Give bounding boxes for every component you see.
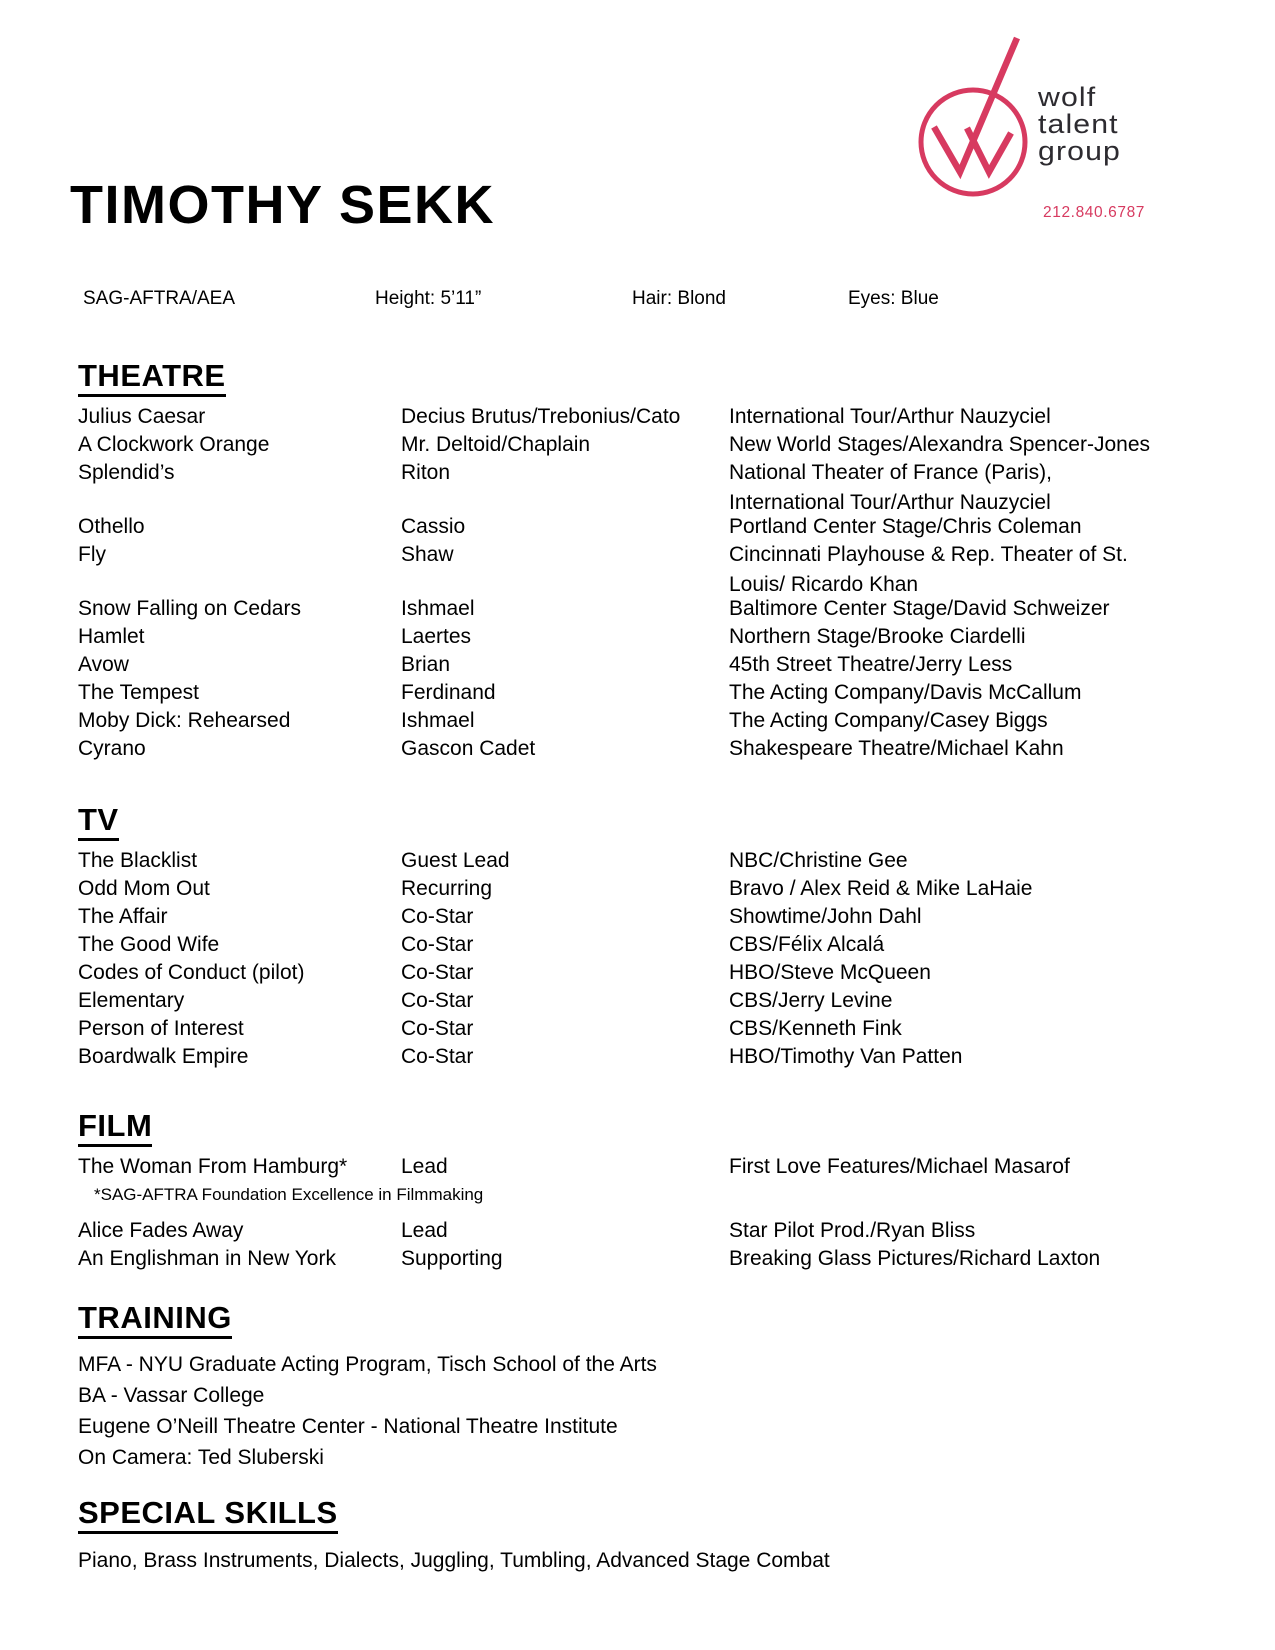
credit-title: Avow: [78, 653, 129, 676]
section-heading-film: FILM: [78, 1108, 152, 1147]
credit-venue: National Theater of France (Paris),: [729, 461, 1052, 484]
credit-row: [78, 403, 1245, 431]
credit-role: Ishmael: [401, 709, 475, 732]
training-list: [78, 1349, 1245, 1473]
training-line: On Camera: Ted Sluberski: [78, 1446, 324, 1469]
credit-venue: The Acting Company/Davis McCallum: [729, 681, 1082, 704]
credit-title: A Clockwork Orange: [78, 433, 270, 456]
credit-title: The Blacklist: [78, 849, 198, 872]
credit-row: [78, 651, 1245, 679]
agency-name-line: wolf: [1038, 82, 1097, 112]
stat-height: Height: 5’11”: [375, 288, 482, 309]
credit-role: Gascon Cadet: [401, 737, 536, 760]
training-line: Eugene O’Neill Theatre Center - National Theatre Institute: [78, 1415, 618, 1438]
section-heading-special-skills: SPECIAL SKILLS: [78, 1495, 338, 1534]
credit-role: Co-Star: [401, 905, 474, 928]
credit-row: [78, 959, 1245, 987]
credit-role: Co-Star: [401, 1045, 474, 1068]
credit-title: Splendid’s: [78, 461, 175, 484]
actor-name: TIMOTHY SEKK: [70, 175, 496, 235]
section-heading-tv: TV: [78, 802, 119, 841]
credit-row: [78, 459, 1245, 487]
agency-phone: 212.840.6787: [1043, 204, 1146, 221]
training-line: MFA - NYU Graduate Acting Program, Tisch School of the Arts: [78, 1353, 657, 1376]
credit-role: Shaw: [401, 543, 454, 566]
credit-venue: CBS/Kenneth Fink: [729, 1017, 902, 1040]
credit-venue: CBS/Félix Alcalá: [729, 933, 885, 956]
credit-venue: HBO/Steve McQueen: [729, 961, 931, 984]
credit-row: [78, 1217, 1245, 1245]
credit-title: Hamlet: [78, 625, 145, 648]
credit-venue: Star Pilot Prod./Ryan Bliss: [729, 1219, 976, 1242]
stat-hair: Hair: Blond: [632, 288, 726, 309]
credit-row: [78, 987, 1245, 1015]
credit-footnote: *SAG-AFTRA Foundation Excellence in Filmmaking: [94, 1185, 484, 1204]
credit-title: The Woman From Hamburg*: [78, 1155, 348, 1178]
credit-venue: 45th Street Theatre/Jerry Less: [729, 653, 1013, 676]
credit-venue: Louis/ Ricardo Khan: [729, 573, 919, 596]
training-line: BA - Vassar College: [78, 1384, 265, 1407]
credit-venue: New World Stages/Alexandra Spencer-Jones: [729, 433, 1150, 456]
credit-title: Moby Dick: Rehearsed: [78, 709, 291, 732]
stat-eyes: Eyes: Blue: [848, 288, 939, 309]
credit-row: [78, 735, 1245, 763]
tv-credits-list: [78, 847, 1245, 1071]
credit-title: Cyrano: [78, 737, 146, 760]
section-theatre: [78, 358, 1245, 763]
credit-row: [78, 1153, 1245, 1217]
credit-row: [78, 623, 1245, 651]
credit-venue: Northern Stage/Brooke Ciardelli: [729, 625, 1026, 648]
stat-union: SAG-AFTRA/AEA: [83, 288, 236, 309]
credit-row: [78, 875, 1245, 903]
credit-role: Riton: [401, 461, 451, 484]
credit-row: [78, 679, 1245, 707]
credit-row: [78, 595, 1245, 623]
credit-role: Co-Star: [401, 989, 474, 1012]
credit-title: Othello: [78, 515, 145, 538]
section-tv: [78, 802, 1245, 1071]
credit-title: The Affair: [78, 905, 168, 928]
credit-venue: Cincinnati Playhouse & Rep. Theater of St.: [729, 543, 1128, 566]
agency-name-line: talent: [1038, 109, 1119, 139]
credit-venue: Breaking Glass Pictures/Richard Laxton: [729, 1247, 1101, 1270]
film-credits-list: [78, 1153, 1245, 1273]
credit-role: Mr. Deltoid/Chaplain: [401, 433, 591, 456]
credit-role: Guest Lead: [401, 849, 510, 872]
agency-name-line: group: [1038, 136, 1121, 166]
credit-role: Decius Brutus/Trebonius/Cato: [401, 405, 681, 428]
credit-venue: Showtime/John Dahl: [729, 905, 922, 928]
credit-title: Alice Fades Away: [78, 1219, 244, 1242]
credit-role: Recurring: [401, 877, 493, 900]
credit-row: [78, 931, 1245, 959]
credit-venue: Portland Center Stage/Chris Coleman: [729, 515, 1082, 538]
credit-row: [78, 513, 1245, 541]
credit-role: Ishmael: [401, 597, 475, 620]
credit-venue: Bravo / Alex Reid & Mike LaHaie: [729, 877, 1033, 900]
credit-title: Julius Caesar: [78, 405, 206, 428]
credit-venue: Shakespeare Theatre/Michael Kahn: [729, 737, 1064, 760]
credit-title: Person of Interest: [78, 1017, 244, 1040]
credit-role: Cassio: [401, 515, 466, 538]
section-film: [78, 1108, 1245, 1273]
credit-title: Elementary: [78, 989, 185, 1012]
credit-role: Brian: [401, 653, 451, 676]
credit-role: Laertes: [401, 625, 472, 648]
credit-role: Co-Star: [401, 961, 474, 984]
credit-role: Supporting: [401, 1247, 503, 1270]
credit-role: Co-Star: [401, 1017, 474, 1040]
credit-row: [78, 707, 1245, 735]
credit-title: The Tempest: [78, 681, 200, 704]
credit-row: [78, 541, 1245, 569]
credit-venue: The Acting Company/Casey Biggs: [729, 709, 1048, 732]
section-special-skills: [78, 1495, 1245, 1574]
credit-venue: First Love Features/Michael Masarof: [729, 1155, 1070, 1178]
credit-role: Co-Star: [401, 933, 474, 956]
credit-title: Fly: [78, 543, 106, 566]
credit-row: [78, 1043, 1245, 1071]
credit-row: [78, 903, 1245, 931]
credit-title: Boardwalk Empire: [78, 1045, 249, 1068]
credit-title: An Englishman in New York: [78, 1247, 336, 1270]
agency-name: [1038, 84, 1121, 165]
credit-venue: Baltimore Center Stage/David Schweizer: [729, 597, 1110, 620]
credit-venue: International Tour/Arthur Nauzyciel: [729, 491, 1051, 514]
theatre-credits-list: [78, 403, 1245, 763]
credit-row: [78, 1015, 1245, 1043]
credit-role: Lead: [401, 1155, 448, 1178]
section-heading-training: TRAINING: [78, 1300, 232, 1339]
credit-role: Lead: [401, 1219, 448, 1242]
credit-row: [78, 1245, 1245, 1273]
credit-row: [78, 431, 1245, 459]
credit-role: Ferdinand: [401, 681, 496, 704]
credit-title: Snow Falling on Cedars: [78, 597, 301, 620]
credit-title: Codes of Conduct (pilot): [78, 961, 305, 984]
special-skills-text: Piano, Brass Instruments, Dialects, Juggling, Tumbling, Advanced Stage Combat: [78, 1549, 830, 1572]
section-training: [78, 1300, 1245, 1473]
credit-title: Odd Mom Out: [78, 877, 210, 900]
credit-venue: International Tour/Arthur Nauzyciel: [729, 405, 1051, 428]
credit-title: The Good Wife: [78, 933, 220, 956]
stats-row: [78, 288, 1178, 312]
credit-venue: NBC/Christine Gee: [729, 849, 908, 872]
section-heading-theatre: THEATRE: [78, 358, 226, 397]
wolf-logo-icon: [900, 25, 1040, 210]
credit-venue: CBS/Jerry Levine: [729, 989, 893, 1012]
credit-venue: HBO/Timothy Van Patten: [729, 1045, 963, 1068]
credit-row: [78, 847, 1245, 875]
